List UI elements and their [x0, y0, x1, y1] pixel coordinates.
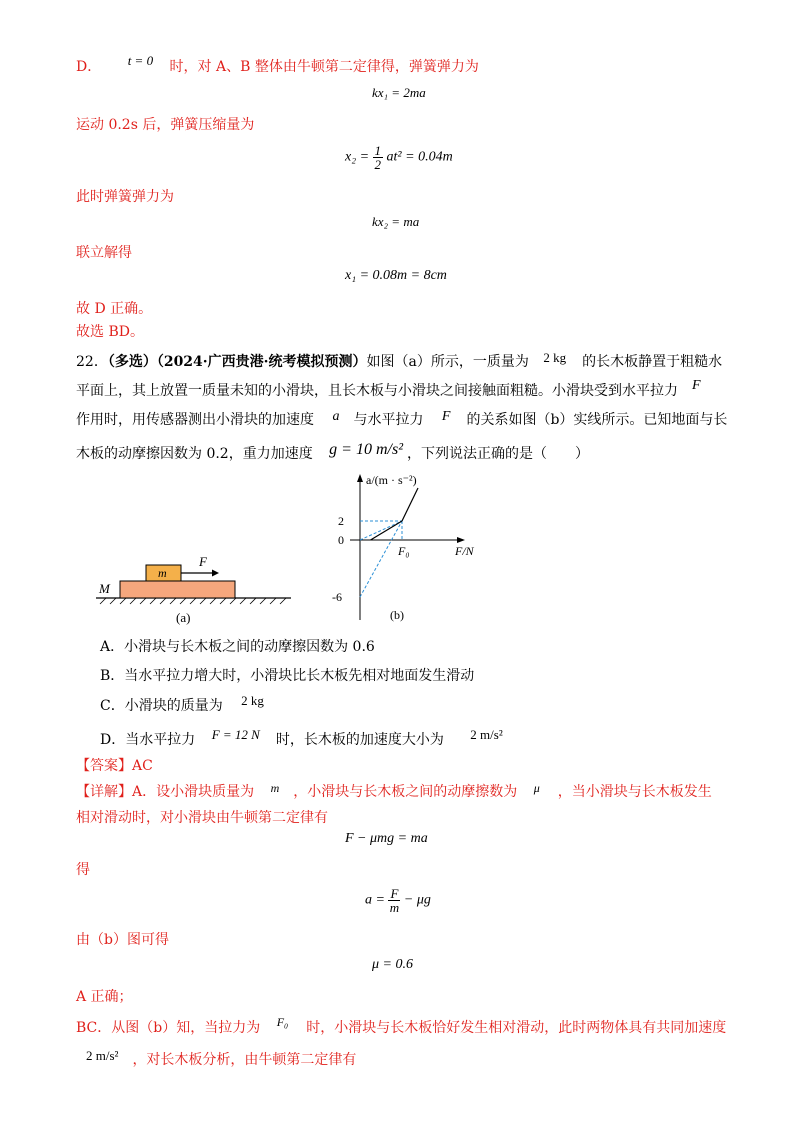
- line-fig: 由（b）图可得: [76, 932, 169, 948]
- equation-4: x₁ = 0.08m = 8cm: [345, 268, 447, 283]
- bc-line-2: 2 m/s² ，对长木板分析，由牛顿第二定律有: [86, 1048, 357, 1068]
- option-a[interactable]: A．小滑块与长木板之间的动摩擦因数为 0.6: [100, 639, 375, 655]
- q22-line-4: 木板的动摩擦因数为 0.2，重力加速度 g = 10 m/s² ，下列说法正确的是（ ）: [76, 441, 589, 462]
- line-a-correct: A 正确；: [76, 989, 133, 1005]
- y-axis-label: a/(m · s⁻²): [366, 473, 417, 487]
- option-d[interactable]: D．当水平拉力 F = 12 N 时，长木板的加速度大小为 2 m/s²: [100, 727, 503, 748]
- equation-5: F − μmg = ma: [345, 831, 428, 846]
- x-tick-f0: F₀: [398, 544, 410, 558]
- d-intro-line: [76, 53, 479, 77]
- option-c[interactable]: C．小滑块的质量为 2 kg: [100, 693, 264, 714]
- detail-line-2: 相对滑动时，对小滑块由牛顿第二定律有: [76, 810, 328, 826]
- y-tick-neg6: -6: [332, 590, 342, 604]
- bc-line-1: BC．从图（b）知，当拉力为 F₀ 时，小滑块与长木板恰好发生相对滑动，此时两物体具有共同加速度: [76, 1015, 727, 1036]
- ground-hatching: [100, 598, 286, 604]
- line-solve: 联立解得: [76, 245, 132, 261]
- equation-2: x₂ = $\frac{1}{2}$ at² = 0.04m: [345, 143, 453, 172]
- solid-segment-2: [402, 488, 418, 521]
- dashed-origin-line: [360, 521, 402, 540]
- x-axis-label: F/N: [455, 544, 474, 558]
- equation-1: kx₁ = 2ma: [372, 85, 426, 100]
- origin-label: 0: [338, 533, 344, 547]
- line-move: 运动 0.2s 后，弹簧压缩量为: [76, 117, 255, 133]
- long-board: [120, 581, 235, 598]
- option-d-value: 2 m/s²: [470, 727, 503, 742]
- y-axis-arrow: [357, 474, 363, 482]
- block-label: m: [158, 566, 167, 580]
- d-label: D．: [76, 59, 102, 75]
- line-de: 得: [76, 862, 90, 878]
- x-axis-arrow: [457, 537, 465, 543]
- line-choose: 故选 BD。: [76, 324, 144, 340]
- q22-number: 22．: [76, 354, 108, 370]
- force-label: F: [199, 554, 207, 569]
- equation-6: a = $\frac{F}{m}$ − μg: [365, 886, 431, 915]
- figure-a: [96, 555, 291, 630]
- line-d-correct: 故 D 正确。: [76, 301, 153, 317]
- q22-mass: 2 kg: [543, 350, 567, 365]
- q22-line-1: 22．（多选）（2024·广西贵港·统考模拟预测）如图（a）所示，一质量为 2 kg 的长木板静置于粗糙水: [76, 350, 723, 370]
- figure-b-chart: [318, 470, 474, 630]
- answer: 【答案】AC: [76, 758, 153, 774]
- equation-7: μ = 0.6: [372, 957, 413, 972]
- equation-3: kx₂ = ma: [372, 214, 420, 229]
- option-b[interactable]: B．当水平拉力增大时，小滑块比长木板先相对地面发生滑动: [100, 668, 475, 684]
- f-over-m-fraction: $\frac{F}{m}$: [389, 886, 400, 915]
- option-c-value: 2 kg: [241, 693, 264, 708]
- y-tick-2: 2: [338, 514, 344, 528]
- detail-line-1: 【详解】A．设小滑块质量为 m ，小滑块与长木板之间的动摩擦数为 μ ，当小滑块与长木板发生: [76, 781, 712, 800]
- q22-line-2: 平面上，其上放置一质量未知的小滑块，且长木板与小滑块之间接触面粗糙。小滑块受到水平拉力 F: [76, 378, 701, 399]
- line-force: 此时弹簧弹力为: [76, 189, 174, 205]
- half-fraction: $\frac{1}{2}$: [374, 143, 382, 172]
- option-d-condition: F = 12 N: [211, 727, 260, 742]
- caption-a: (a): [176, 610, 191, 625]
- q22-line-3: 作用时，用传感器测出小滑块的加速度 a 与水平拉力 F 的关系如图（b）实线所示。已知地面与长: [76, 409, 728, 428]
- q22-tag: （多选）（2024·广西贵港·统考模拟预测）: [107, 354, 367, 370]
- d-text: 时，对 A、B 整体由牛顿第二定律得，弹簧弹力为: [169, 59, 479, 75]
- board-label: M: [99, 581, 110, 596]
- dashed-intercept-line: [360, 521, 402, 597]
- caption-b: (b): [390, 608, 404, 622]
- gravity-value: g = 10 m/s²: [329, 441, 403, 458]
- d-condition: t = 0: [127, 53, 154, 68]
- bc-acceleration: 2 m/s²: [86, 1048, 119, 1063]
